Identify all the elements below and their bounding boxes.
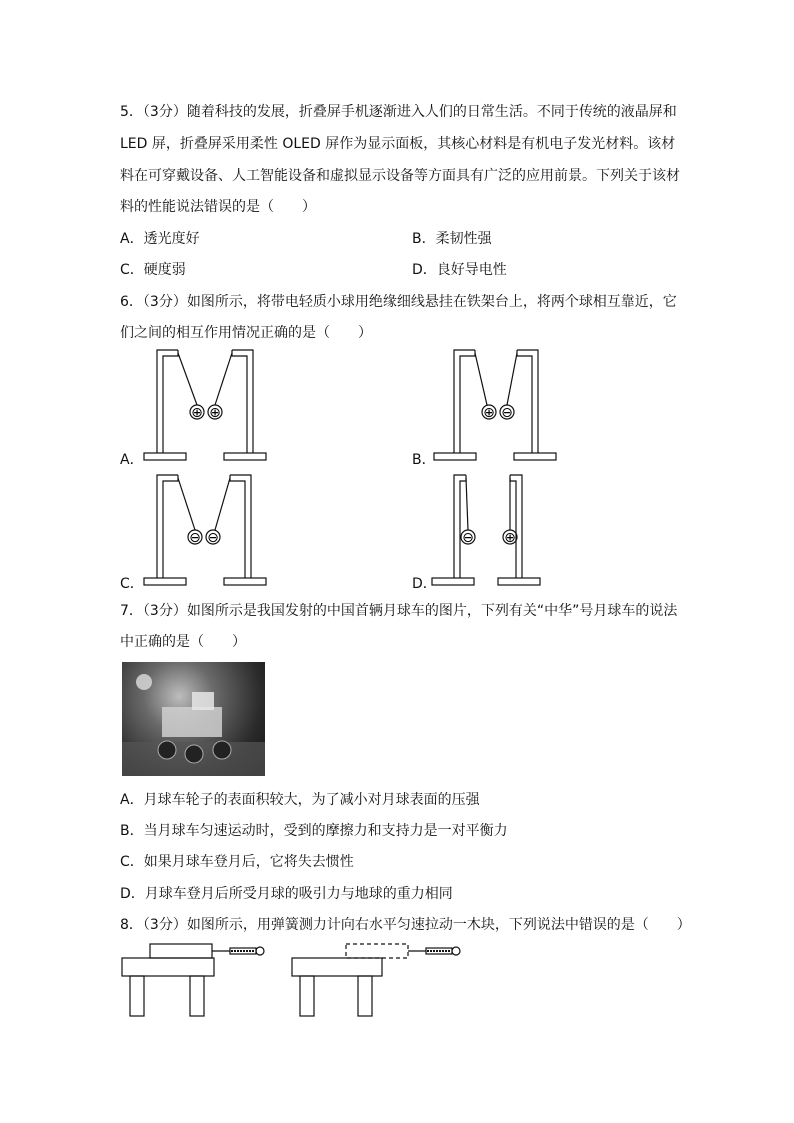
q6-option-b: B． [412, 452, 436, 468]
q6-d-charge-left: ⊖ [462, 530, 474, 546]
q6-stem-line-1: 6．（3分）如图所示，将带电轻质小球用绝缘细线悬挂在铁架台上，将两个球相互靠近，它 [120, 294, 677, 310]
q7-stem-line-2: 中正确的是（ ） [120, 634, 246, 650]
q6-option-c: C． [120, 576, 144, 592]
q6-a-charge-left: ⊕ [191, 405, 203, 421]
q8-figure-right [290, 940, 470, 1022]
q5-option-a: A．透光度好 [120, 231, 200, 247]
q7-option-c: C．如果月球车登月后，它将失去惯性 [120, 854, 354, 870]
q6-figure-c [140, 470, 270, 590]
q6-b-charge-right: ⊖ [501, 405, 513, 421]
q5-stem-line-2: LED 屏，折叠屏采用柔性 OLED 屏作为显示面板，其核心材料是有机电子发光材料。该材 [120, 136, 676, 152]
q5-option-c: C．硬度弱 [120, 262, 186, 278]
q7-option-b: B．当月球车匀速运动时，受到的摩擦力和支持力是一对平衡力 [120, 823, 508, 839]
q6-stem-line-2: 们之间的相互作用情况正确的是（ ） [120, 325, 372, 341]
q6-figure-a [140, 345, 270, 465]
lunar-rover-photo [122, 662, 265, 776]
q5-option-b: B．柔韧性强 [412, 231, 492, 247]
q5-option-d: D．良好导电性 [412, 262, 507, 278]
q6-figure-b [430, 345, 560, 465]
lunar-rover-illustration [122, 662, 265, 776]
q7-option-a: A．月球车轮子的表面积较大，为了减小对月球表面的压强 [120, 792, 480, 808]
q6-figure-d [430, 470, 560, 590]
q8-stem-line-1: 8．（3分）如图所示，用弹簧测力计向右水平匀速拉动一木块，下列说法中错误的是（ ） [120, 917, 691, 933]
q8-figure-left [118, 940, 278, 1022]
q6-option-a: A． [120, 452, 144, 468]
q7-stem-line-1: 7．（3分）如图所示是我国发射的中国首辆月球车的图片，下列有关“中华”号月球车的说法 [120, 603, 678, 619]
q7-option-d: D．月球车登月后所受月球的吸引力与地球的重力相同 [120, 886, 453, 902]
q6-c-charge-left: ⊖ [189, 530, 201, 546]
q6-b-charge-left: ⊕ [483, 405, 495, 421]
q6-c-charge-right: ⊖ [207, 530, 219, 546]
q5-stem-line-1: 5．（3分）随着科技的发展，折叠屏手机逐渐进入人们的日常生活。不同于传统的液晶屏和 [120, 104, 677, 120]
q5-stem-line-4: 料的性能说法错误的是（ ） [120, 199, 316, 215]
q5-stem-line-3: 料在可穿戴设备、人工智能设备和虚拟显示设备等方面具有广泛的应用前景。下列关于该材 [120, 168, 680, 184]
q6-option-d: D． [412, 576, 437, 592]
q6-a-charge-right: ⊕ [209, 405, 221, 421]
q6-d-charge-right: ⊕ [504, 530, 516, 546]
